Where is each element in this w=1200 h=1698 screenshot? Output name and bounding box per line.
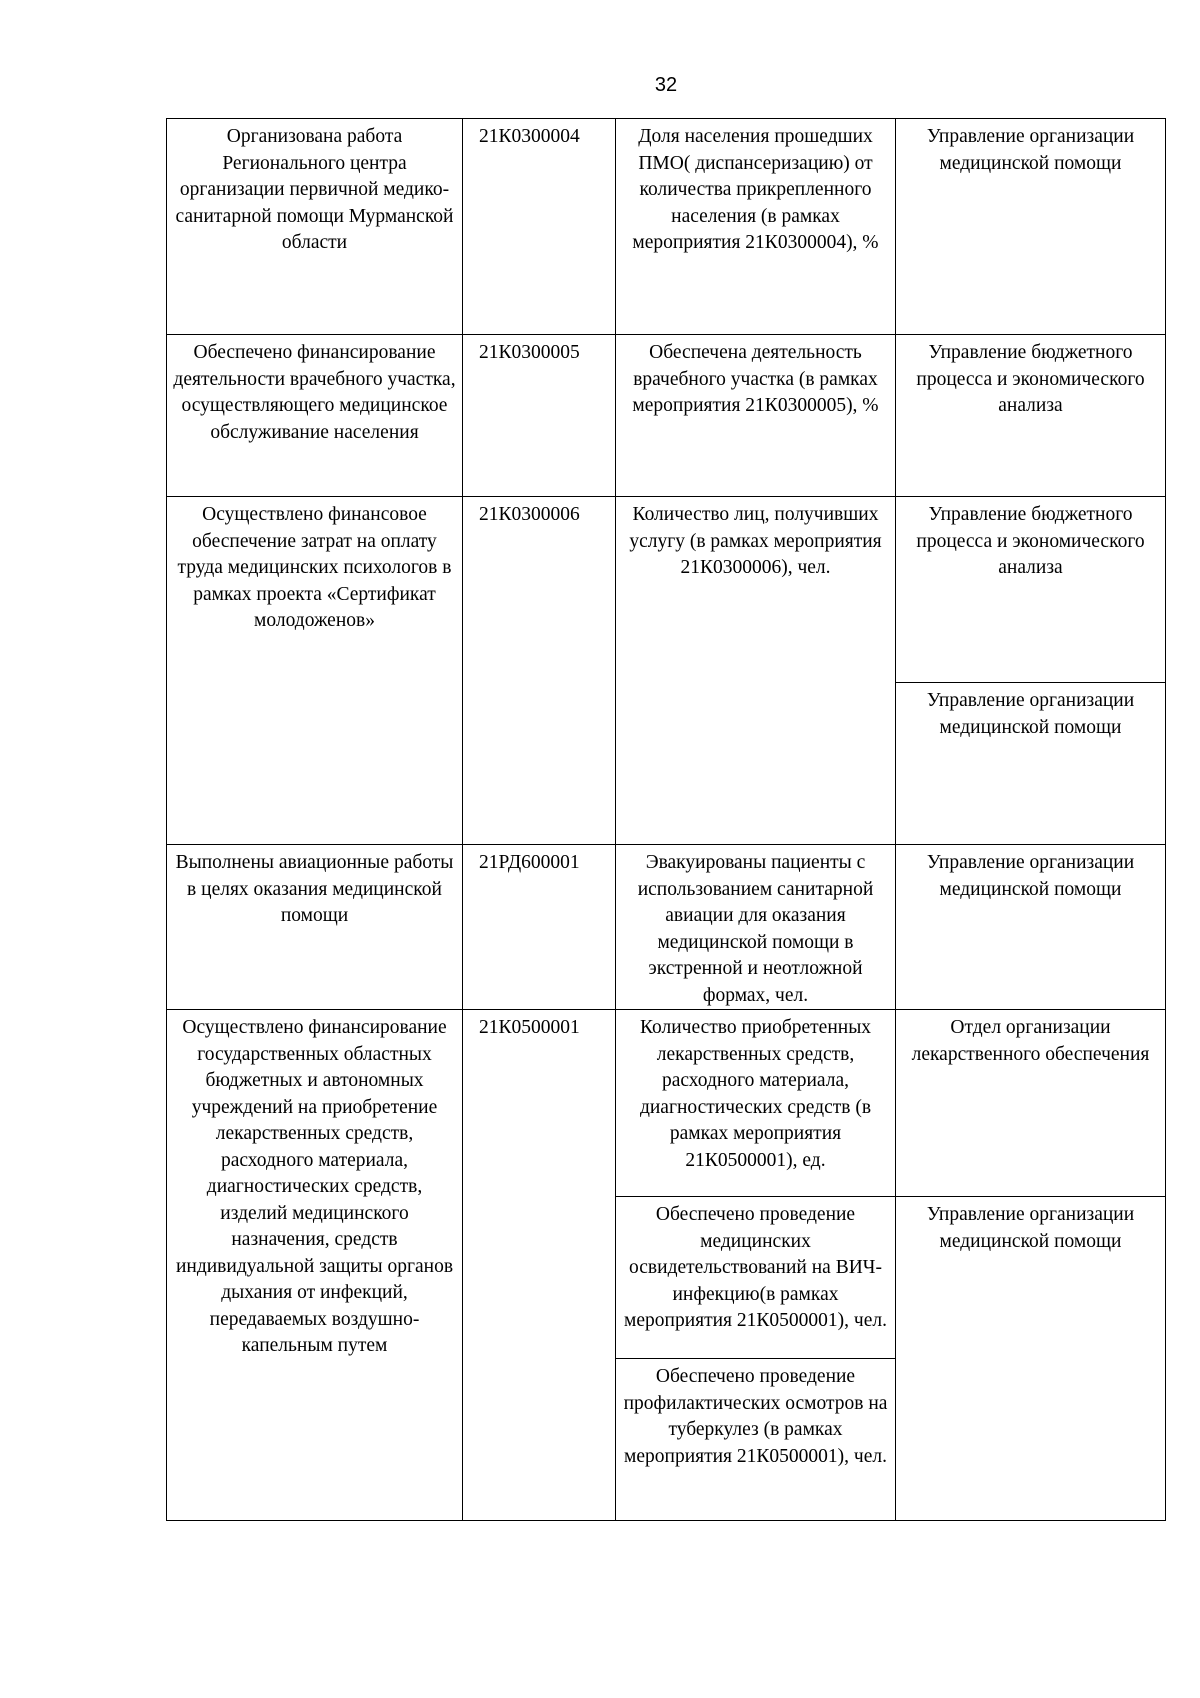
result-cell: Осуществлено финансирование государственных областных бюджетных и автономных учреждений на приобретение лекарственных средств, расходного материала, диагностических средств, изделий медицинского назначения, средств индивидуальной защиты органов дыхания от инфекций, передаваемых воздушно-капельным путем xyxy=(167,1010,463,1521)
code-cell: 21РД600001 xyxy=(463,845,616,1010)
responsible-cell: Управление организации медицинской помощи xyxy=(896,683,1166,845)
responsible-cell: Управление бюджетного процесса и экономического анализа xyxy=(896,335,1166,497)
responsible-cell: Управление организации медицинской помощи xyxy=(896,1197,1166,1521)
indicator-cell: Доля населения прошедших ПМО( диспансеризацию) от количества прикрепленного населения (в рамках мероприятия 21К0300004), % xyxy=(616,119,896,335)
indicator-cell: Обеспечена деятельность врачебного участка (в рамках мероприятия 21К0300005), % xyxy=(616,335,896,497)
page-number: 32 xyxy=(654,74,678,96)
indicator-cell: Эвакуированы пациенты с использованием санитарной авиации для оказания медицинской помощи в экстренной и неотложной формах, чел. xyxy=(616,845,896,1010)
indicator-cell: Обеспечено проведение медицинских освидетельствований на ВИЧ-инфекцию(в рамках мероприятия 21К0500001), чел. xyxy=(616,1197,896,1359)
table-row xyxy=(167,497,1166,683)
responsible-cell: Управление организации медицинской помощи xyxy=(896,119,1166,335)
result-cell: Обеспечено финансирование деятельности врачебного участка, осуществляющего медицинское обслуживание населения xyxy=(167,335,463,497)
responsible-cell: Управление организации медицинской помощи xyxy=(896,845,1166,1010)
result-cell: Осуществлено финансовое обеспечение затрат на оплату труда медицинских психологов в рамках проекта «Сертификат молодоженов» xyxy=(167,497,463,845)
result-cell: Организована работа Регионального центра организации первичной медико-санитарной помощи Мурманской области xyxy=(167,119,463,335)
table-row xyxy=(167,119,1166,335)
responsible-cell: Отдел организации лекарственного обеспечения xyxy=(896,1010,1166,1197)
code-cell: 21К0300006 xyxy=(463,497,616,845)
code-cell: 21К0300005 xyxy=(463,335,616,497)
table-row xyxy=(167,335,1166,497)
indicator-cell: Количество приобретенных лекарственных средств, расходного материала, диагностических средств (в рамках мероприятия 21К0500001), ед. xyxy=(616,1010,896,1197)
table-row xyxy=(167,845,1166,1010)
code-cell: 21К0300004 xyxy=(463,119,616,335)
measures-table xyxy=(166,118,1166,1521)
code-cell: 21К0500001 xyxy=(463,1010,616,1521)
indicator-cell: Количество лиц, получивших услугу (в рамках мероприятия 21К0300006), чел. xyxy=(616,497,896,845)
indicator-cell: Обеспечено проведение профилактических осмотров на туберкулез (в рамках мероприятия 21К0500001), чел. xyxy=(616,1359,896,1521)
table-row xyxy=(167,1010,1166,1197)
result-cell: Выполнены авиационные работы в целях оказания медицинской помощи xyxy=(167,845,463,1010)
responsible-cell: Управление бюджетного процесса и экономического анализа xyxy=(896,497,1166,683)
